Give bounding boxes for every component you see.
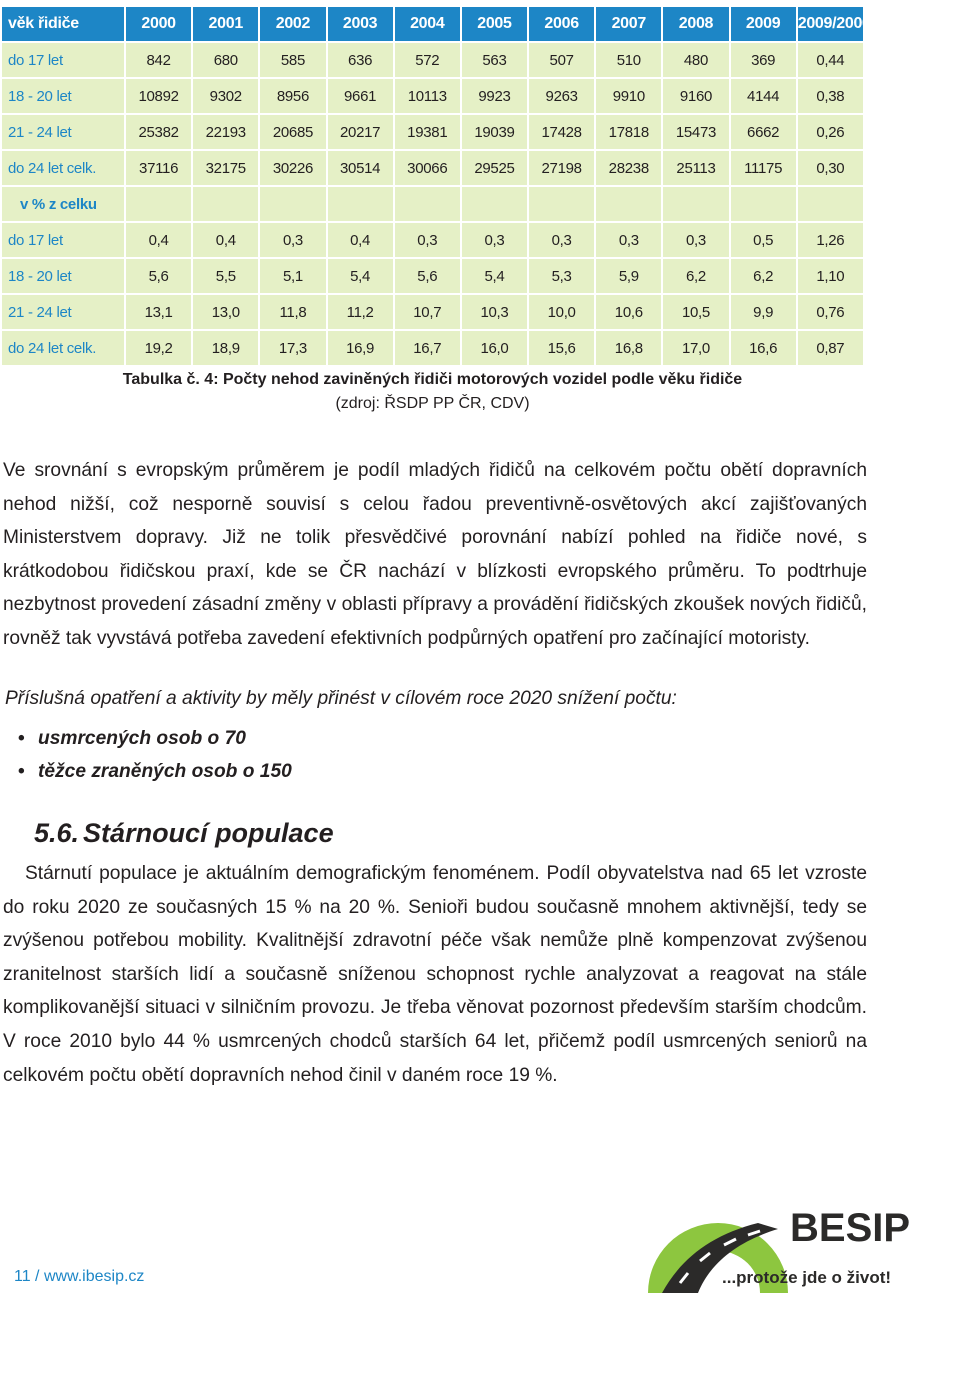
row-label: 21 - 24 let [1,294,125,330]
paragraph-young-drivers: Ve srovnání s evropským průměrem je podíl mladých řidičů na celkovém počtu obětí dopravních nehod nižší, což nesporně souvisí s celou řadou preventivně-osvětových akcí zajišťovaných Ministerstvem dopravy. Již ne tolik přesvědčivé porovnání nabízí pohled na řidiče nové, s krátkodobou řidičskou praxí, kde se ČR nachází v blízkosti evropského průměru. To podtrhuje nezbytnost provedení zásadní změny v oblasti přípravy a provádění řidičských zkoušek nových řidičů, rovněž tak vyvstává potřeba zavedení efektivních podpůrných opatření pro začínající motoristy. [3,460,867,649]
table-cell [327,186,394,222]
table-cell: 37116 [125,150,192,186]
table-cell: 5,9 [595,258,662,294]
table-cell: 585 [259,42,326,78]
header-cell-year: 2007 [595,6,662,42]
table-cell: 6662 [730,114,797,150]
table-cell: 9160 [662,78,729,114]
table-cell: 18,9 [192,330,259,366]
table-cell: 1,26 [797,222,864,258]
table-cell [797,186,864,222]
logo-name: BESIP [790,1206,910,1250]
table-cell: 13,0 [192,294,259,330]
table-cell: 5,4 [327,258,394,294]
table-cell: 30226 [259,150,326,186]
table-row [1,258,864,294]
table-cell: 5,5 [192,258,259,294]
table-cell: 22193 [192,114,259,150]
table-cell: 507 [528,42,595,78]
row-label: 21 - 24 let [1,114,125,150]
table-cell [595,186,662,222]
row-label: do 17 let [1,42,125,78]
table-cell: 10,6 [595,294,662,330]
table-cell: 4144 [730,78,797,114]
row-label: 18 - 20 let [1,78,125,114]
table-cell: 10,7 [394,294,461,330]
table-cell: 10,3 [461,294,528,330]
table-cell: 0,3 [259,222,326,258]
table-cell: 20685 [259,114,326,150]
table-cell: 15,6 [528,330,595,366]
table-caption-source: (zdroj: ŘSDP PP ČR, CDV) [335,395,530,412]
row-label: do 24 let celk. [1,150,125,186]
table-cell: 0,87 [797,330,864,366]
table-cell: 25113 [662,150,729,186]
table-cell: 0,76 [797,294,864,330]
table-cell: 29525 [461,150,528,186]
table-cell: 842 [125,42,192,78]
table-cell: 5,6 [394,258,461,294]
table-cell: 9923 [461,78,528,114]
header-cell-year: 2003 [327,6,394,42]
table-cell: 0,44 [797,42,864,78]
table-cell: 10892 [125,78,192,114]
table-cell: 369 [730,42,797,78]
table-cell [259,186,326,222]
table-row [1,78,864,114]
table-cell: 25382 [125,114,192,150]
accident-table [0,5,871,367]
table-cell: 5,4 [461,258,528,294]
header-cell-year: 2009/2000 [797,6,864,42]
table-cell: 0,4 [192,222,259,258]
table-cell [192,186,259,222]
table-cell: 9263 [528,78,595,114]
table-cell: 563 [461,42,528,78]
table-cell: 10,0 [528,294,595,330]
table-cell: 11,8 [259,294,326,330]
table-cell: 10113 [394,78,461,114]
table-row [1,114,864,150]
table-cell: 11175 [730,150,797,186]
table-cell: 17,3 [259,330,326,366]
table-cell: 19381 [394,114,461,150]
table-cell: 0,3 [394,222,461,258]
table-cell: 5,1 [259,258,326,294]
table-cell: 0,30 [797,150,864,186]
bullet-icon: • [18,761,25,782]
row-label: do 17 let [1,222,125,258]
table-cell: 6,2 [662,258,729,294]
table-cell: 30514 [327,150,394,186]
header-cell-age: věk řidiče [1,6,125,42]
row-label: 18 - 20 let [1,258,125,294]
table-cell: 13,1 [125,294,192,330]
table-cell: 32175 [192,150,259,186]
table-cell: 16,6 [730,330,797,366]
table-cell: 9302 [192,78,259,114]
header-cell-year: 2006 [528,6,595,42]
targets-list [18,722,292,788]
table-cell: 9910 [595,78,662,114]
logo-slogan: ...protože jde o život! [722,1268,892,1287]
table-cell: 16,8 [595,330,662,366]
bullet-icon: • [18,728,25,749]
table-cell: 0,3 [528,222,595,258]
besip-logo [640,1165,910,1295]
table-cell: 0,38 [797,78,864,114]
table-cell: 8956 [259,78,326,114]
table-header-row [1,6,864,42]
targets-lead: Příslušná opatření a aktivity by měly přinést v cílovém roce 2020 snížení počtu: [5,688,677,709]
header-cell-year: 2005 [461,6,528,42]
table-cell: 19,2 [125,330,192,366]
table-cell [528,186,595,222]
paragraph-aging: Stárnutí populace je aktuálním demografickým fenoménem. Podíl obyvatelstva nad 65 let vzroste do roku 2020 ze současných 15 % na 20 %. Senioři budou současně mnohem aktivnější, tedy se zvýšenou potřebou mobility. Kvalitnější zdravotní péče však nemůže plně kompenzovat zvýšenou zranitelnost starších lidí a současně sníženou schopnost rychle analyzovat a reagovat na stále komplikovanější situaci v silničním provozu. Je třeba věnovat pozornost především starším chodcům. V roce 2010 bylo 44 % usmrcených chodců starších 64 let, přičemž podíl usmrcených seniorů na celkovém počtu obětí dopravních nehod činil v daném roce 19 %. [3,863,867,1086]
table-cell: 0,3 [662,222,729,258]
table-cell: 9,9 [730,294,797,330]
table-cell: 11,2 [327,294,394,330]
table-cell [394,186,461,222]
table-row [1,222,864,258]
list-item: • těžce zraněných osob o 150 [18,755,292,788]
table-cell: 0,3 [461,222,528,258]
table-cell: 30066 [394,150,461,186]
header-cell-year: 2004 [394,6,461,42]
table-cell: 20217 [327,114,394,150]
header-cell-year: 2008 [662,6,729,42]
table-cell: 1,10 [797,258,864,294]
table-cell: 0,4 [327,222,394,258]
table-cell: 15473 [662,114,729,150]
header-cell-year: 2002 [259,6,326,42]
header-cell-year: 2000 [125,6,192,42]
footer-page-url[interactable]: 11 / www.ibesip.cz [14,1268,145,1285]
table-subheader-row [1,186,864,222]
table-cell: 6,2 [730,258,797,294]
table-cell: 17,0 [662,330,729,366]
table-cell: 5,6 [125,258,192,294]
table-cell: 0,5 [730,222,797,258]
table-cell: 510 [595,42,662,78]
table-cell [125,186,192,222]
table-cell: 19039 [461,114,528,150]
list-item: • usmrcených osob o 70 [18,722,292,755]
header-cell-year: 2009 [730,6,797,42]
section-title: Stárnoucí populace [83,818,334,848]
table-cell [662,186,729,222]
table-cell: 0,3 [595,222,662,258]
table-cell: 480 [662,42,729,78]
table-cell: 16,7 [394,330,461,366]
table-cell: 636 [327,42,394,78]
section-number: 5.6. [34,818,80,848]
header-cell-year: 2001 [192,6,259,42]
table-cell: 28238 [595,150,662,186]
section-heading [34,818,334,849]
row-label: do 24 let celk. [1,330,125,366]
table-cell: 680 [192,42,259,78]
table-cell: 16,9 [327,330,394,366]
table-cell: 0,4 [125,222,192,258]
table-row [1,294,864,330]
table-cell: 16,0 [461,330,528,366]
table-cell: 17428 [528,114,595,150]
table-row [1,330,864,366]
table-cell: 10,5 [662,294,729,330]
table-caption-title: Tabulka č. 4: Počty nehod zaviněných řidiči motorových vozidel podle věku řidiče [122,371,743,388]
table-cell: 5,3 [528,258,595,294]
table-row [1,150,864,186]
table-cell [730,186,797,222]
subheader-label: v % z celku [1,186,125,222]
table-cell: 0,26 [797,114,864,150]
table-row [1,42,864,78]
table-cell: 572 [394,42,461,78]
table-cell: 17818 [595,114,662,150]
table-cell [461,186,528,222]
table-cell: 9661 [327,78,394,114]
table-cell: 27198 [528,150,595,186]
